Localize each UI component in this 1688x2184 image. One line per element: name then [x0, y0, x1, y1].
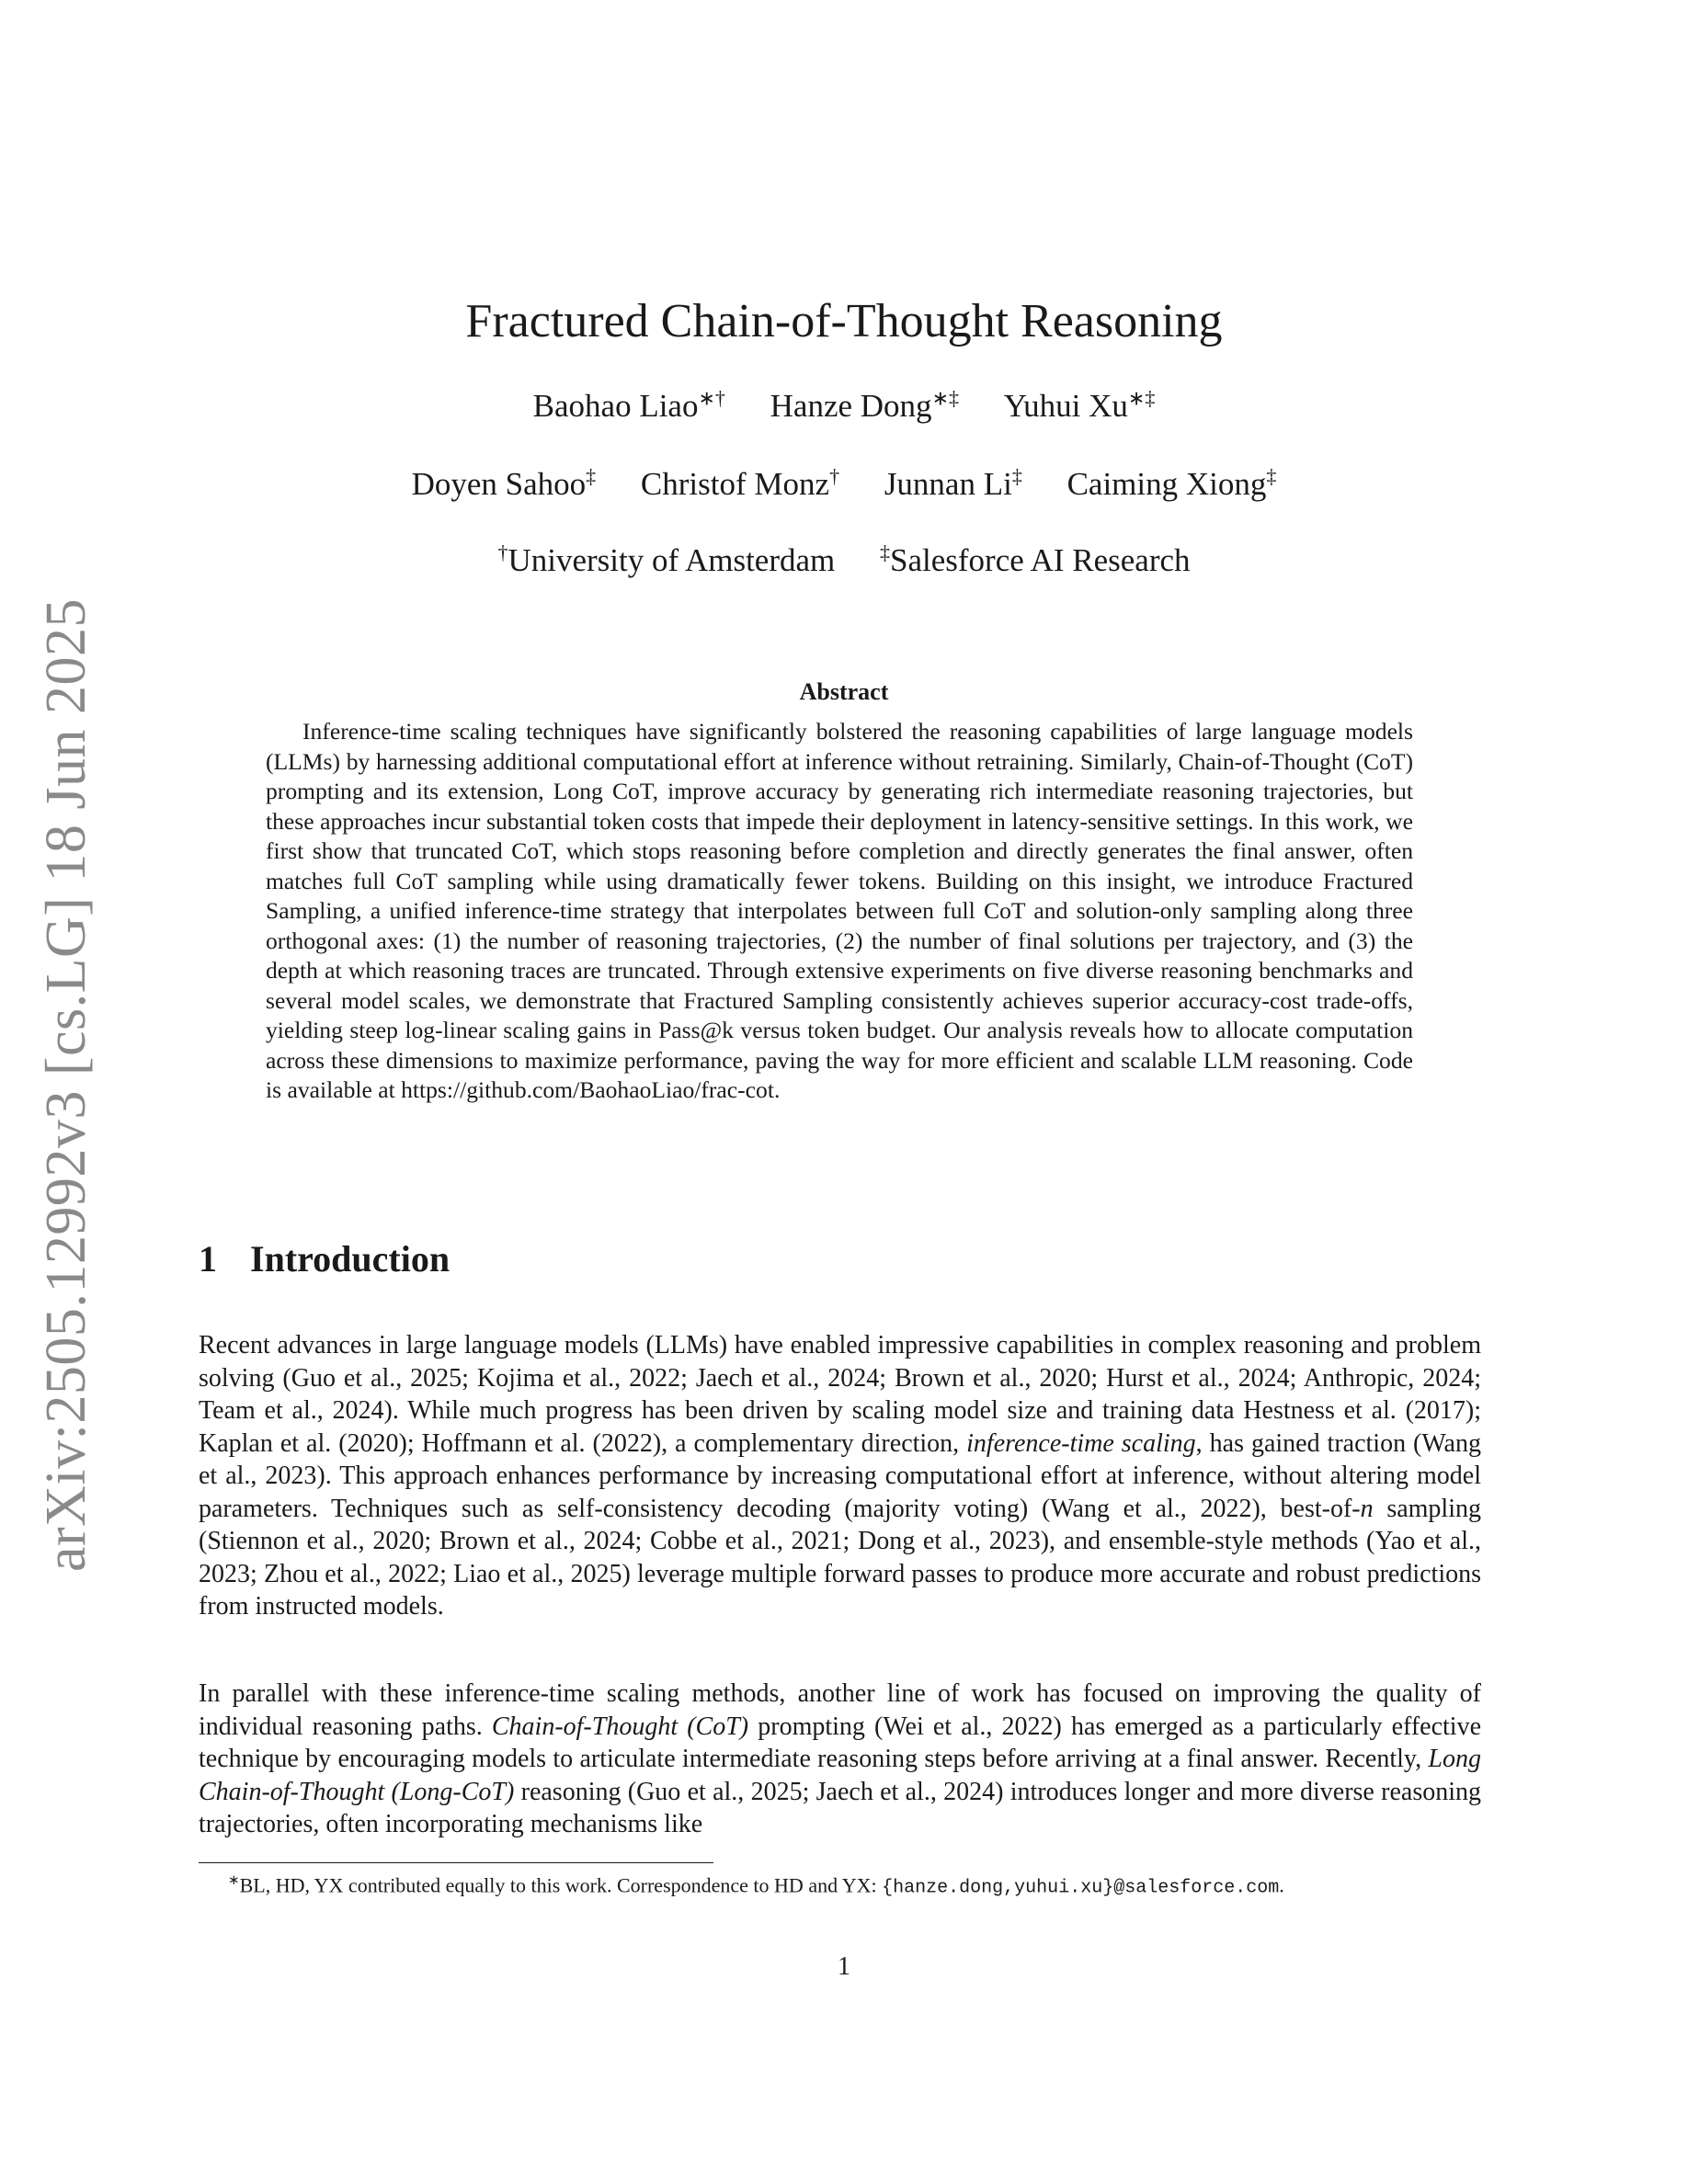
author-mark: ∗‡ — [1127, 386, 1156, 409]
affiliation-name: University of Amsterdam — [508, 541, 836, 578]
arxiv-side-stamp — [30, 597, 104, 1572]
section-title: Introduction — [250, 1238, 451, 1280]
author-mark: ‡ — [1011, 464, 1022, 487]
abstract-heading: Abstract — [799, 678, 889, 705]
footnote — [228, 1868, 1497, 1901]
emphasis-text: inference-time scaling — [966, 1428, 1196, 1458]
footnote-rule — [199, 1862, 713, 1863]
emphasis-text: n — [1360, 1494, 1374, 1523]
text-run: In parallel with these inference-time scaling methods, another line of work has focused on improving the quality of individual reasoning paths. — [199, 1679, 1481, 1741]
author-name: Caiming Xiong — [1066, 465, 1267, 502]
author — [641, 466, 839, 502]
author-name: Junnan Li — [884, 465, 1012, 502]
intro-paragraph-2 — [199, 1678, 1481, 1841]
author-mark: ‡ — [1266, 464, 1277, 487]
author-name: Hanze Dong — [770, 387, 932, 424]
footnote-end: . — [1279, 1873, 1284, 1897]
text-run: sampling (Stiennon et al., 2020; Brown et al., 2024; Cobbe et al., 2021; Dong et al., 2023), and ensemble-style methods (Yao et al., 2023; Zhou et al., 2022; Liao et al., 2025) leverage multiple forward passes to produce more accurate and robust predictions from instructed models. — [199, 1494, 1481, 1621]
affiliation — [497, 542, 835, 578]
emphasis-text: Long Chain-of-Thought (Long-CoT) — [199, 1745, 1481, 1806]
author-name: Doyen Sahoo — [411, 465, 587, 502]
author-mark: ∗† — [698, 386, 725, 409]
paper-title: Fractured Chain-of-Thought Reasoning — [465, 295, 1223, 347]
affiliation-mark: ‡ — [880, 540, 890, 563]
author — [412, 466, 597, 502]
arxiv-identifier: arXiv:2505.12992v3 [cs.LG] 18 Jun 2025 — [35, 597, 98, 1572]
emphasis-text: Chain-of-Thought (CoT) — [491, 1712, 749, 1741]
author-name: Christof Monz — [640, 465, 830, 502]
author-mark: ∗‡ — [931, 386, 959, 409]
footnote-text: BL, HD, YX contributed equally to this work. Correspondence to HD and YX: — [239, 1873, 883, 1897]
author-mark: † — [829, 464, 840, 487]
affiliation-name: Salesforce AI Research — [890, 541, 1191, 578]
author — [884, 466, 1022, 502]
affiliation-mark: † — [497, 540, 508, 563]
author-name: Yuhui Xu — [1003, 387, 1128, 424]
footnote-email: {hanze.dong,yuhui.xu}@salesforce.com — [882, 1877, 1280, 1899]
author — [1067, 466, 1277, 502]
section-number: 1 — [199, 1238, 217, 1280]
text-run: reasoning (Guo et al., 2025; Jaech et al., 2024) introduces longer and more diverse reasoning trajectories, often incorporating mechanisms like — [199, 1777, 1481, 1838]
author — [1004, 388, 1156, 424]
author — [770, 388, 959, 424]
intro-paragraph-1 — [199, 1329, 1481, 1623]
affiliation — [880, 542, 1191, 578]
author-row-2 — [0, 464, 1688, 503]
author-mark: ‡ — [586, 464, 597, 487]
author-row-1 — [0, 386, 1688, 425]
page-number: 1 — [838, 1952, 850, 1981]
text-run: prompting (Wei et al., 2022) has emerged as a particularly effective technique by encouraging models to articulate intermediate reasoning steps before arriving at a final answer. Recently, — [199, 1712, 1481, 1773]
affiliations — [0, 540, 1688, 579]
text-run: , has gained traction (Wang et al., 2023). This approach enhances performance by increasing computational effort at inference, without altering model parameters. Techniques such as self-consistency decoding (majority voting) (Wang et al., 2022), best-of- — [199, 1428, 1481, 1523]
section-heading — [199, 1237, 450, 1280]
text-run: Recent advances in large language models (LLMs) have enabled impressive capabilities in complex reasoning and problem solving (Guo et al., 2025; Kojima et al., 2022; Jaech et al., 2024; Brown et al., 2020; Hurst et al., 2024; Anthropic, 2024; Team et al., 2024). While much progress has been driven by scaling model size and training data Hestness et al. (2017); Kaplan et al. (2020); Hoffmann et al. (2022), a complementary direction, — [199, 1331, 1481, 1458]
footnote-mark: ∗ — [228, 1873, 240, 1888]
author-name: Baohao Liao — [532, 387, 699, 424]
abstract-text: Inference-time scaling techniques have significantly bolstered the reasoning capabilities of large language models (LLMs) by harnessing additional computational effort at inference without retraining. Similarly, Chain-of-Thought (CoT) prompting and its extension, Long CoT, improve accuracy by generating rich intermediate reasoning trajectories, but these approaches incur substantial token costs that impede their deployment in latency-sensitive settings. In this work, we first show that truncated CoT, which stops reasoning before completion and directly generates the final answer, often matches full CoT sampling while using dramatically fewer tokens. Building on this insight, we introduce Fractured Sampling, a unified inference-time strategy that interpolates between full CoT and solution-only sampling along three orthogonal axes: (1) the number of reasoning trajectories, (2) the number of final solutions per trajectory, and (3) the depth at which reasoning traces are truncated. Through extensive experiments on five diverse reasoning benchmarks and several model scales, we demonstrate that Fractured Sampling consistently achieves superior accuracy-cost trade-offs, yielding steep log-linear scaling gains in Pass@k versus token budget. Our analysis reveals how to allocate computation across these dimensions to maximize performance, paving the way for more efficient and scalable LLM reasoning. Code is available at https://github.com/BaohaoLiao/frac-cot. — [266, 718, 1413, 1103]
author — [533, 388, 725, 424]
